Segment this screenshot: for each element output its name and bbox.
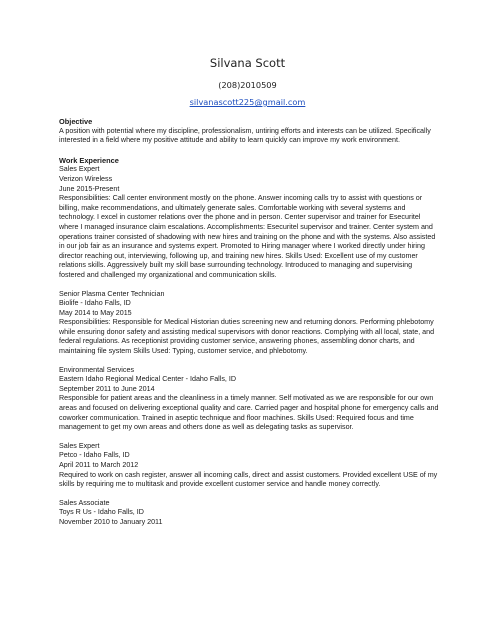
job-dates: September 2011 to June 2014 [59, 384, 155, 393]
phone-number: (208)2010509 [218, 80, 277, 90]
job-title: Sales Expert [59, 165, 100, 174]
candidate-name: Silvana Scott [209, 56, 286, 70]
objective-text: A position with potential where my discipline, professionalism, untiring efforts and interests can be utilized. Specifically interested in a field where my positive attitude and ability to learn quickly can improve my work environment. [59, 126, 431, 145]
job-entry [59, 165, 439, 280]
job-title: Senior Plasma Center Technician [59, 289, 165, 298]
job-description: Responsibilities: Call center environment mostly on the phone. Answer incoming calls try to assist with questions or billing, make recommendations, and ultimately generate sales. Comfortable working with several systems and technology. I excel in customer relations over the phone and in person. Center supervisor and trainer for Esecuritel where I managed insurance claim escalations. Accomplishments: Esecuritel supervisor and trainer. Center system and operations trainer consisted of shadowing with new hires and training on the phone and with the systems. Also assisted in our job fair as an insurance and systems expert. Promoted to Hiring manager where I worked directly under hiring director reaching out, interviewing, following up, and training new hires. Skills Used: Excellent use of my customer relations skills. Aggressively built my skill base surrounding technology. Introduced to managing and supervising fostered and challenged my organizational and communication skills. [59, 194, 436, 279]
job-title: Sales Expert [59, 441, 100, 450]
job-company: Verizon Wireless [59, 174, 113, 183]
job-company: Biolife - Idaho Falls, ID [59, 299, 131, 308]
objective-heading: Objective [59, 117, 93, 126]
job-company: Eastern Idaho Regional Medical Center - Idaho Falls, ID [59, 375, 237, 384]
job-dates: May 2014 to May 2015 [59, 308, 132, 317]
job-company: Petco - Idaho Falls, ID [59, 451, 130, 460]
job-dates: November 2010 to January 2011 [59, 517, 163, 526]
work-experience-heading: Work Experience [59, 155, 119, 165]
email-link[interactable]: silvanascott225@gmail.com [189, 97, 306, 107]
resume-body [59, 117, 439, 528]
job-title: Environmental Services [59, 365, 135, 374]
job-entry [59, 366, 439, 433]
job-entry [59, 290, 439, 357]
job-description: Responsibilities: Responsible for Medical Historian duties screening new and returning donors. Performing phlebotomy while ensuring donor safety and assisting medical supervisors with donor reactions. Complying with all local, state, and federal regulations. As receptionist providing customer service, answering phones, assembling donor charts, and maintaining file system Skills Used: Typing, customer service, and phlebotomy. [59, 318, 435, 356]
job-description: Required to work on cash register, answer all incoming calls, direct and assist customers. Provided excellent USE of my skills by requiring me to multitask and provide excellent customer service and handle money correctly. [59, 470, 438, 489]
job-description: Responsible for patient areas and the cleanliness in a timely manner. Self motivated as we are responsible for our own areas and focused on delivering exceptional quality and care. Carried pager and hospital phone for emergency calls and coworker communication. Trained in aseptic technique and floor machines. Skills Used: Required focus and time management to get my own areas and others done as well as delegating tasks as supervisor. [59, 394, 439, 432]
job-dates: April 2011 to March 2012 [59, 461, 139, 469]
job-entry [59, 499, 439, 528]
work-experience-section [59, 156, 439, 528]
job-dates: June 2015-Present [59, 184, 120, 193]
job-company: Toys R Us - Idaho Falls, ID [59, 508, 144, 517]
job-entry [59, 442, 439, 490]
job-title: Sales Associate [59, 498, 110, 507]
objective-section [59, 117, 439, 146]
